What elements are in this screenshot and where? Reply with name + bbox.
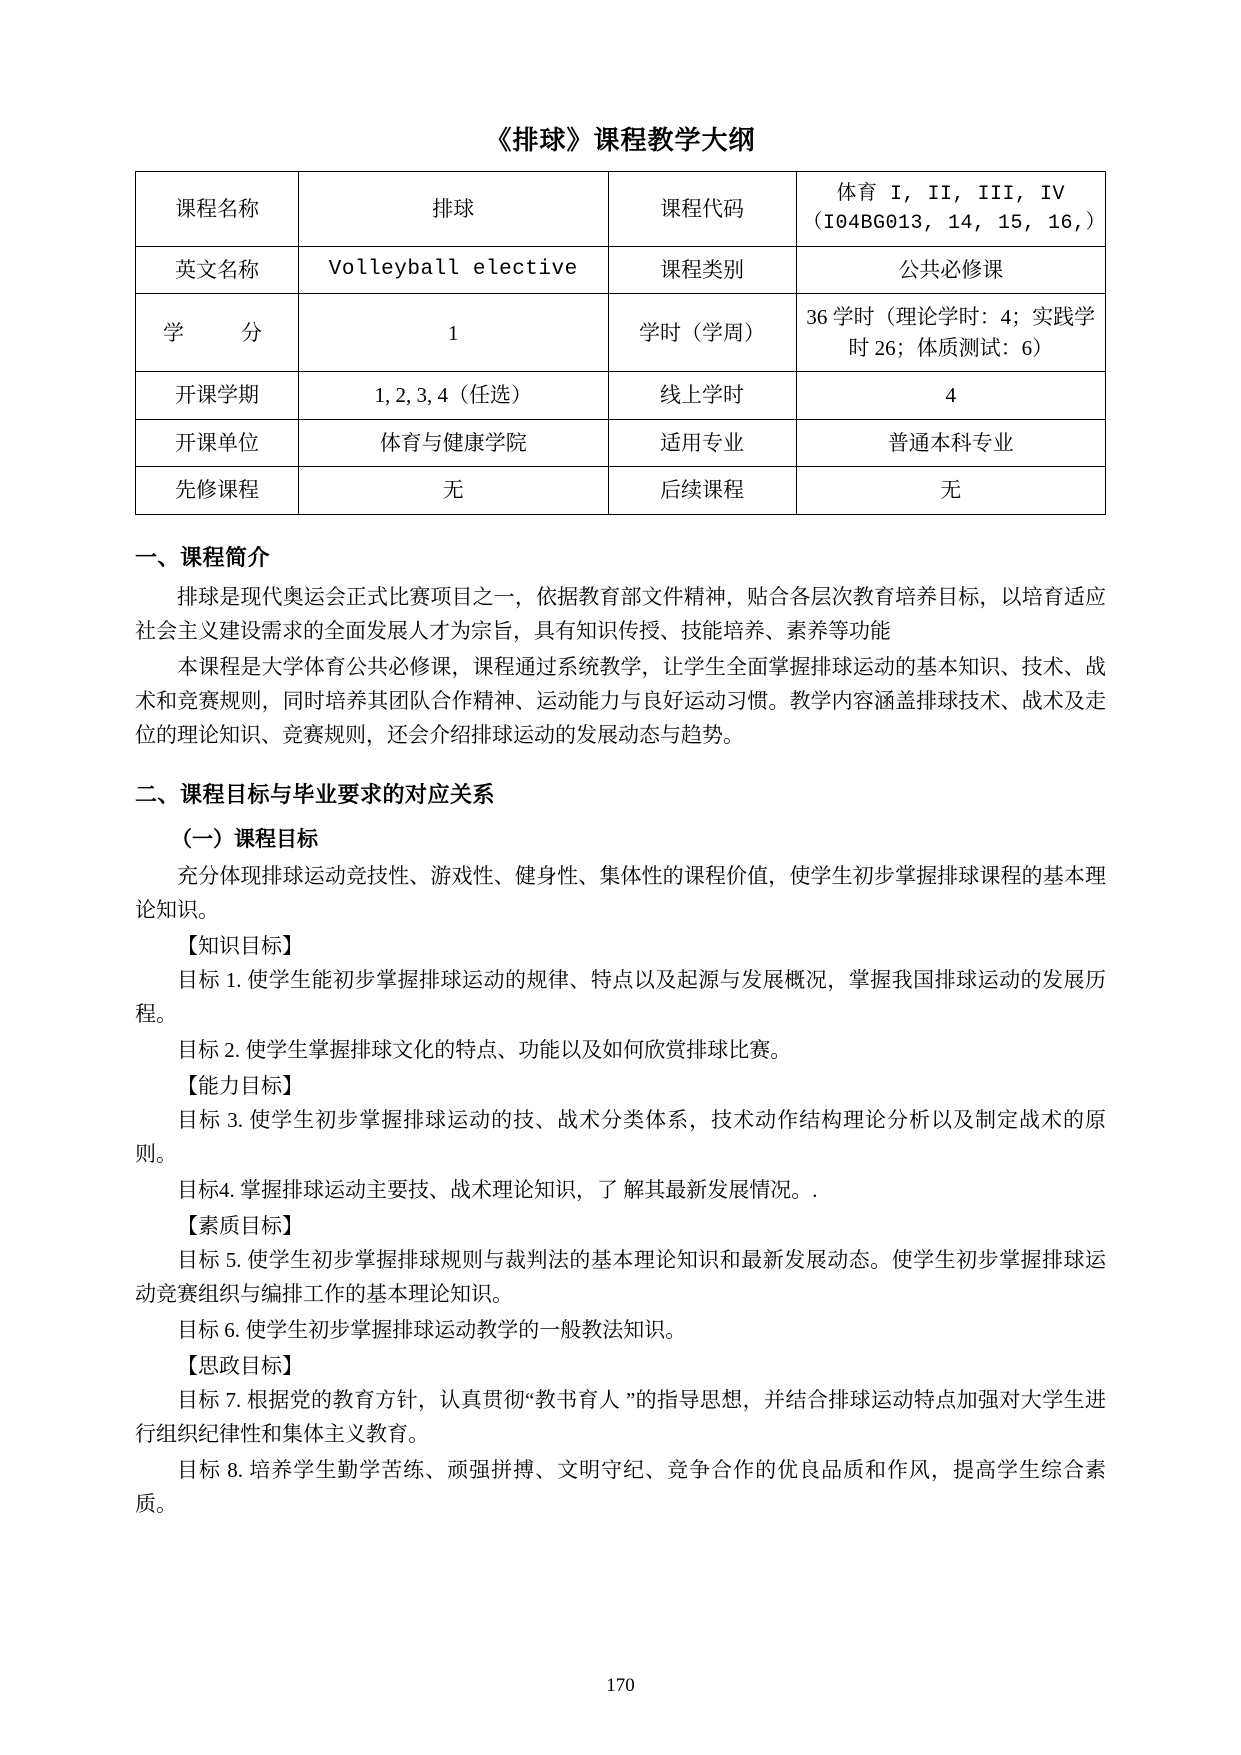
- objective-item-5: 目标 5. 使学生初步掌握排球规则与裁判法的基本理论知识和最新发展动态。使学生初步掌握排球运动竞赛组织与编排工作的基本理论知识。: [135, 1247, 1106, 1306]
- group-title-ability: 【能力目标】: [177, 1073, 303, 1098]
- objective-item-4: 目标4. 掌握排球运动主要技、战术理论知识，了 解其最新发展情况。.: [177, 1177, 818, 1202]
- cell-online-hours-label: 线上学时: [608, 372, 796, 419]
- cell-followup-label: 后续课程: [608, 467, 796, 514]
- cell-major-value: 普通本科专业: [796, 419, 1106, 466]
- course-info-table: [135, 171, 1106, 515]
- cell-english-name-label: 英文名称: [136, 247, 299, 294]
- cell-hours-label: 学时（学周）: [608, 294, 796, 372]
- objective-item-1: 目标 1. 使学生能初步掌握排球运动的规律、特点以及起源与发展概况，掌握我国排球运动的发展历程。: [135, 967, 1106, 1026]
- cell-hours-value: 36 学时（理论学时：4；实践学时 26；体质测试：6）: [796, 294, 1106, 372]
- cell-credits-label: [136, 294, 299, 372]
- cell-credits-value: 1: [299, 294, 609, 372]
- objective-item-7: 目标 7. 根据党的教育方针，认真贯彻“教书育人 ”的指导思想，并结合排球运动特点加强对大学生进行组织纪律性和集体主义教育。: [135, 1387, 1106, 1446]
- objectives-intro: 充分体现排球运动竞技性、游戏性、健身性、集体性的课程价值，使学生初步掌握排球课程的基本理论知识。: [135, 863, 1106, 922]
- group-title-knowledge: 【知识目标】: [177, 933, 303, 958]
- group-title-ideological: 【思政目标】: [177, 1353, 303, 1378]
- objective-item-8: 目标 8. 培养学生勤学苦练、顽强拼搏、文明守纪、竞争合作的优良品质和作风，提高学生综合素质。: [135, 1457, 1106, 1516]
- table-row: [136, 172, 1106, 247]
- page-title: 《排球》课程教学大纲: [485, 125, 756, 155]
- table-row: [136, 467, 1106, 514]
- table-row: [136, 247, 1106, 294]
- section-heading-objectives: 二、课程目标与毕业要求的对应关系: [135, 781, 496, 807]
- objective-item-6: 目标 6. 使学生初步掌握排球运动教学的一般教法知识。: [177, 1317, 687, 1342]
- course-intro-paragraph-1: 排球是现代奥运会正式比赛项目之一，依据教育部文件精神，贴合各层次教育培养目标，以培育适应社会主义建设需求的全面发展人才为宗旨，具有知识传授、技能培养、素养等功能: [135, 584, 1106, 643]
- cell-course-name-value: 排球: [299, 172, 609, 247]
- cell-course-code-label: 课程代码: [608, 172, 796, 247]
- objective-item-3: 目标 3. 使学生初步掌握排球运动的技、战术分类体系，技术动作结构理论分析以及制定战术的原则。: [135, 1107, 1106, 1166]
- cell-semester-label: 开课学期: [136, 372, 299, 419]
- table-row: [136, 419, 1106, 466]
- table-row: [136, 372, 1106, 419]
- cell-prereq-label: 先修课程: [136, 467, 299, 514]
- cell-prereq-value: 无: [299, 467, 609, 514]
- credits-label-text: 学 分: [163, 320, 280, 345]
- group-title-quality: 【素质目标】: [177, 1213, 303, 1238]
- cell-department-label: 开课单位: [136, 419, 299, 466]
- cell-department-value: 体育与健康学院: [299, 419, 609, 466]
- table-row: [136, 294, 1106, 372]
- cell-course-category-value: 公共必修课: [796, 247, 1106, 294]
- page-number: 170: [606, 1675, 635, 1696]
- subsection-heading-course-objectives: （一）课程目标: [171, 827, 318, 851]
- course-intro-paragraph-2: 本课程是大学体育公共必修课，课程通过系统教学，让学生全面掌握排球运动的基本知识、技术、战术和竞赛规则，同时培养其团队合作精神、运动能力与良好运动习惯。教学内容涵盖排球技术、战术及走位的理论知识、竞赛规则，还会介绍排球运动的发展动态与趋势。: [135, 654, 1106, 747]
- objective-item-2: 目标 2. 使学生掌握排球文化的特点、功能以及如何欣赏排球比赛。: [177, 1037, 792, 1062]
- cell-semester-value: 1, 2, 3, 4（任选）: [299, 372, 609, 419]
- cell-online-hours-value: 4: [796, 372, 1106, 419]
- cell-course-category-label: 课程类别: [608, 247, 796, 294]
- cell-english-name-value: Volleyball elective: [299, 247, 609, 294]
- cell-course-name-label: 课程名称: [136, 172, 299, 247]
- cell-followup-value: 无: [796, 467, 1106, 514]
- section-heading-course-intro: 一、课程简介: [135, 544, 271, 570]
- course-code-line1: 体育 I, II, III, IV: [836, 183, 1066, 206]
- course-code-line2: （I04BG013, 14, 15, 16,）: [802, 212, 1107, 235]
- cell-course-code-value: [796, 172, 1106, 247]
- cell-major-label: 适用专业: [608, 419, 796, 466]
